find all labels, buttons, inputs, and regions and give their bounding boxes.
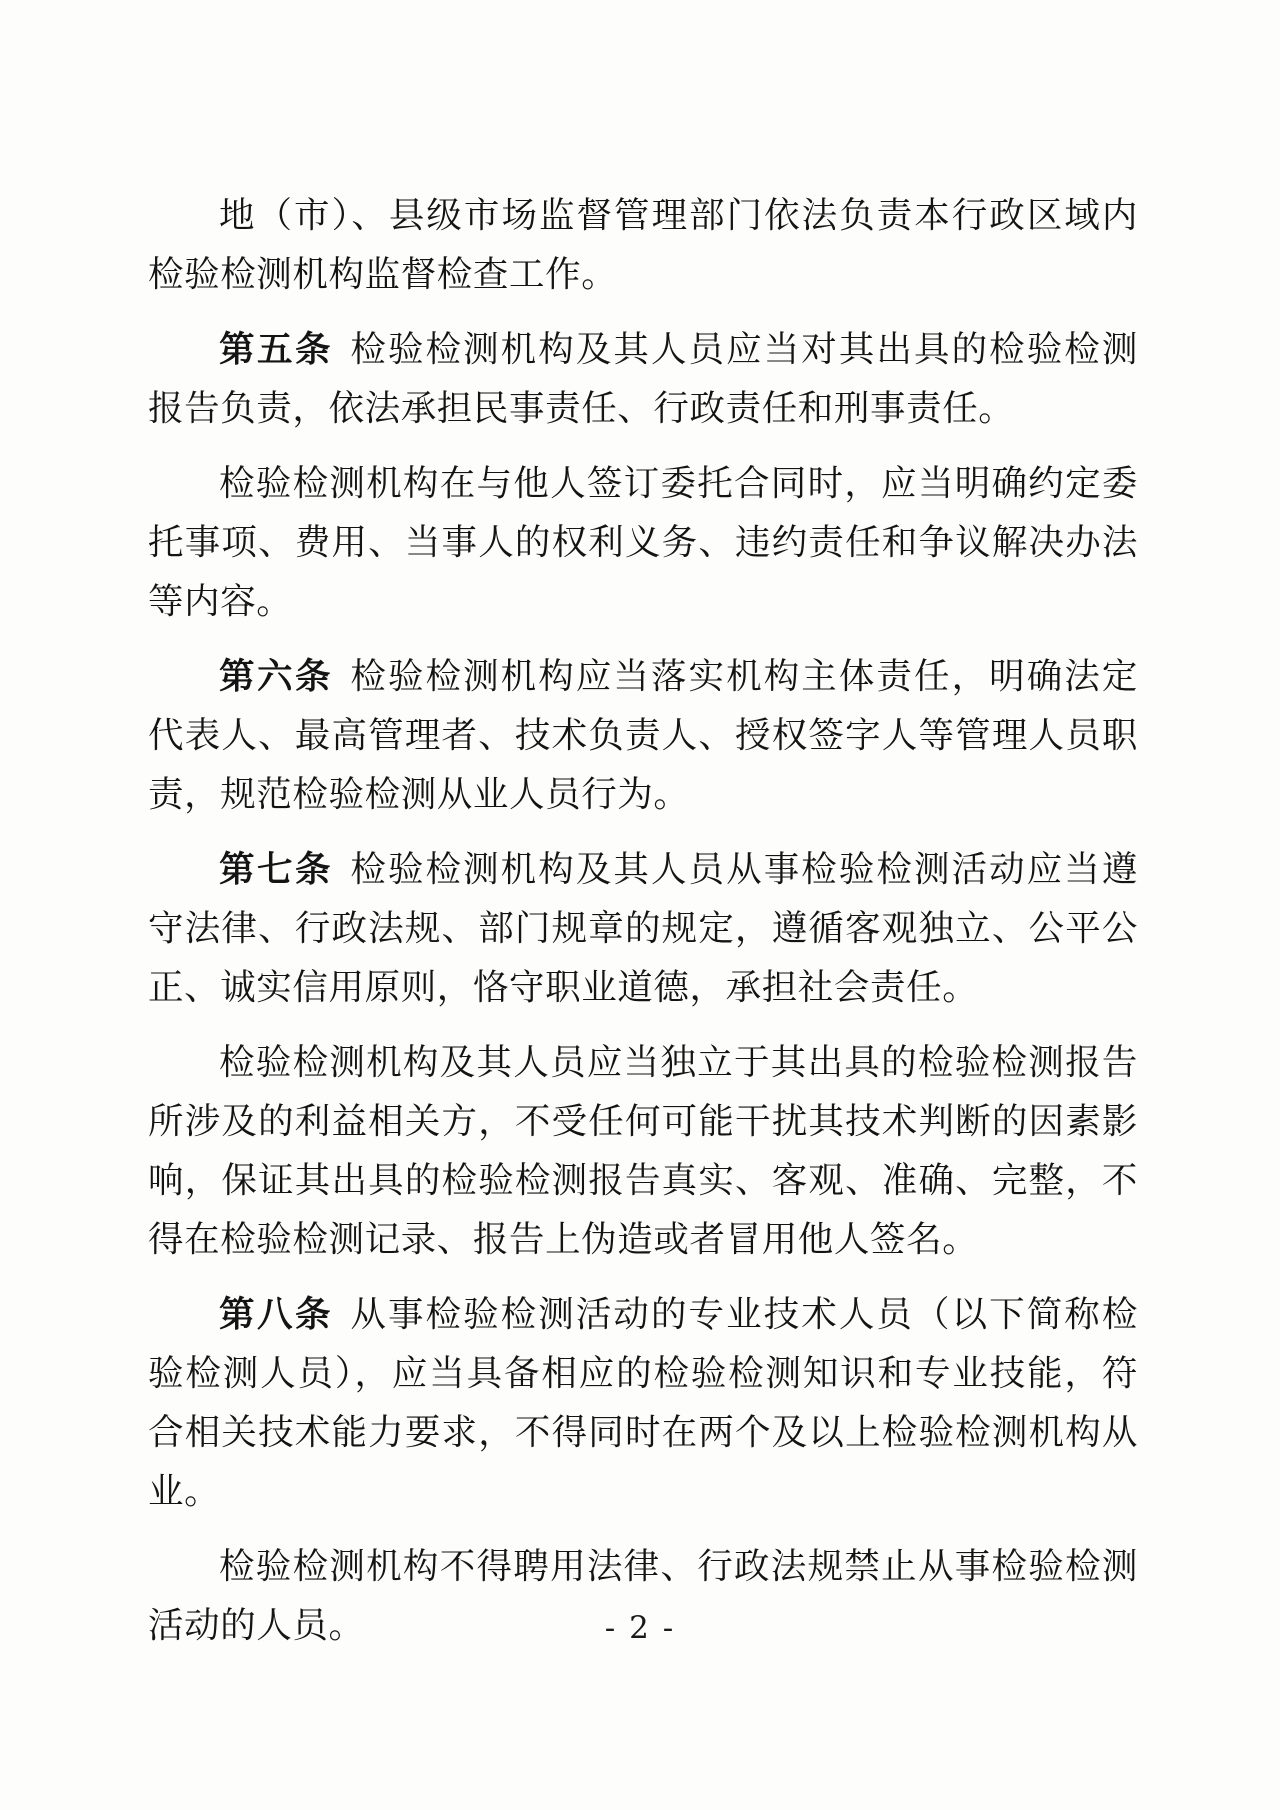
page-number: - 2 - xyxy=(604,1610,676,1646)
document-body xyxy=(148,186,1138,1655)
paragraph xyxy=(148,647,1138,824)
article-label: 第七条 xyxy=(219,849,333,890)
paragraph-text: 检验检测机构在与他人签订委托合同时，应当明确约定委托事项、费用、当事人的权利义务、违约责任和争议解决办法等内容。 xyxy=(148,463,1138,622)
paragraph-text: 检验检测机构及其人员应当独立于其出具的检验检测报告所涉及的利益相关方，不受任何可能干扰其技术判断的因素影响，保证其出具的检验检测报告真实、客观、准确、完整，不得在检验检测记录、报告上伪造或者冒用他人签名。 xyxy=(148,1042,1138,1260)
article-label: 第五条 xyxy=(219,329,333,370)
paragraph xyxy=(148,320,1138,438)
article-label: 第六条 xyxy=(219,656,333,697)
paragraph xyxy=(148,1285,1138,1521)
paragraph xyxy=(148,186,1138,304)
paragraph-text: 从事检验检测活动的专业技术人员（以下简称检验检测人员），应当具备相应的检验检测知识和专业技能，符合相关技术能力要求，不得同时在两个及以上检验检测机构从业。 xyxy=(148,1294,1138,1512)
paragraph-text: 检验检测机构及其人员从事检验检测活动应当遵守法律、行政法规、部门规章的规定，遵循客观独立、公平公正、诚实信用原则，恪守职业道德，承担社会责任。 xyxy=(148,849,1138,1008)
paragraph-text: 检验检测机构及其人员应当对其出具的检验检测报告负责，依法承担民事责任、行政责任和刑事责任。 xyxy=(148,329,1138,429)
paragraph xyxy=(148,1033,1138,1269)
paragraph-text: 检验检测机构应当落实机构主体责任，明确法定代表人、最高管理者、技术负责人、授权签字人等管理人员职责，规范检验检测从业人员行为。 xyxy=(148,656,1138,815)
article-label: 第八条 xyxy=(219,1294,333,1335)
paragraph-text: 地（市）、县级市场监督管理部门依法负责本行政区域内检验检测机构监督检查工作。 xyxy=(148,195,1138,295)
paragraph-text: 检验检测机构不得聘用法律、行政法规禁止从事检验检测活动的人员。 xyxy=(148,1546,1138,1646)
paragraph xyxy=(148,454,1138,631)
paragraph xyxy=(148,840,1138,1017)
